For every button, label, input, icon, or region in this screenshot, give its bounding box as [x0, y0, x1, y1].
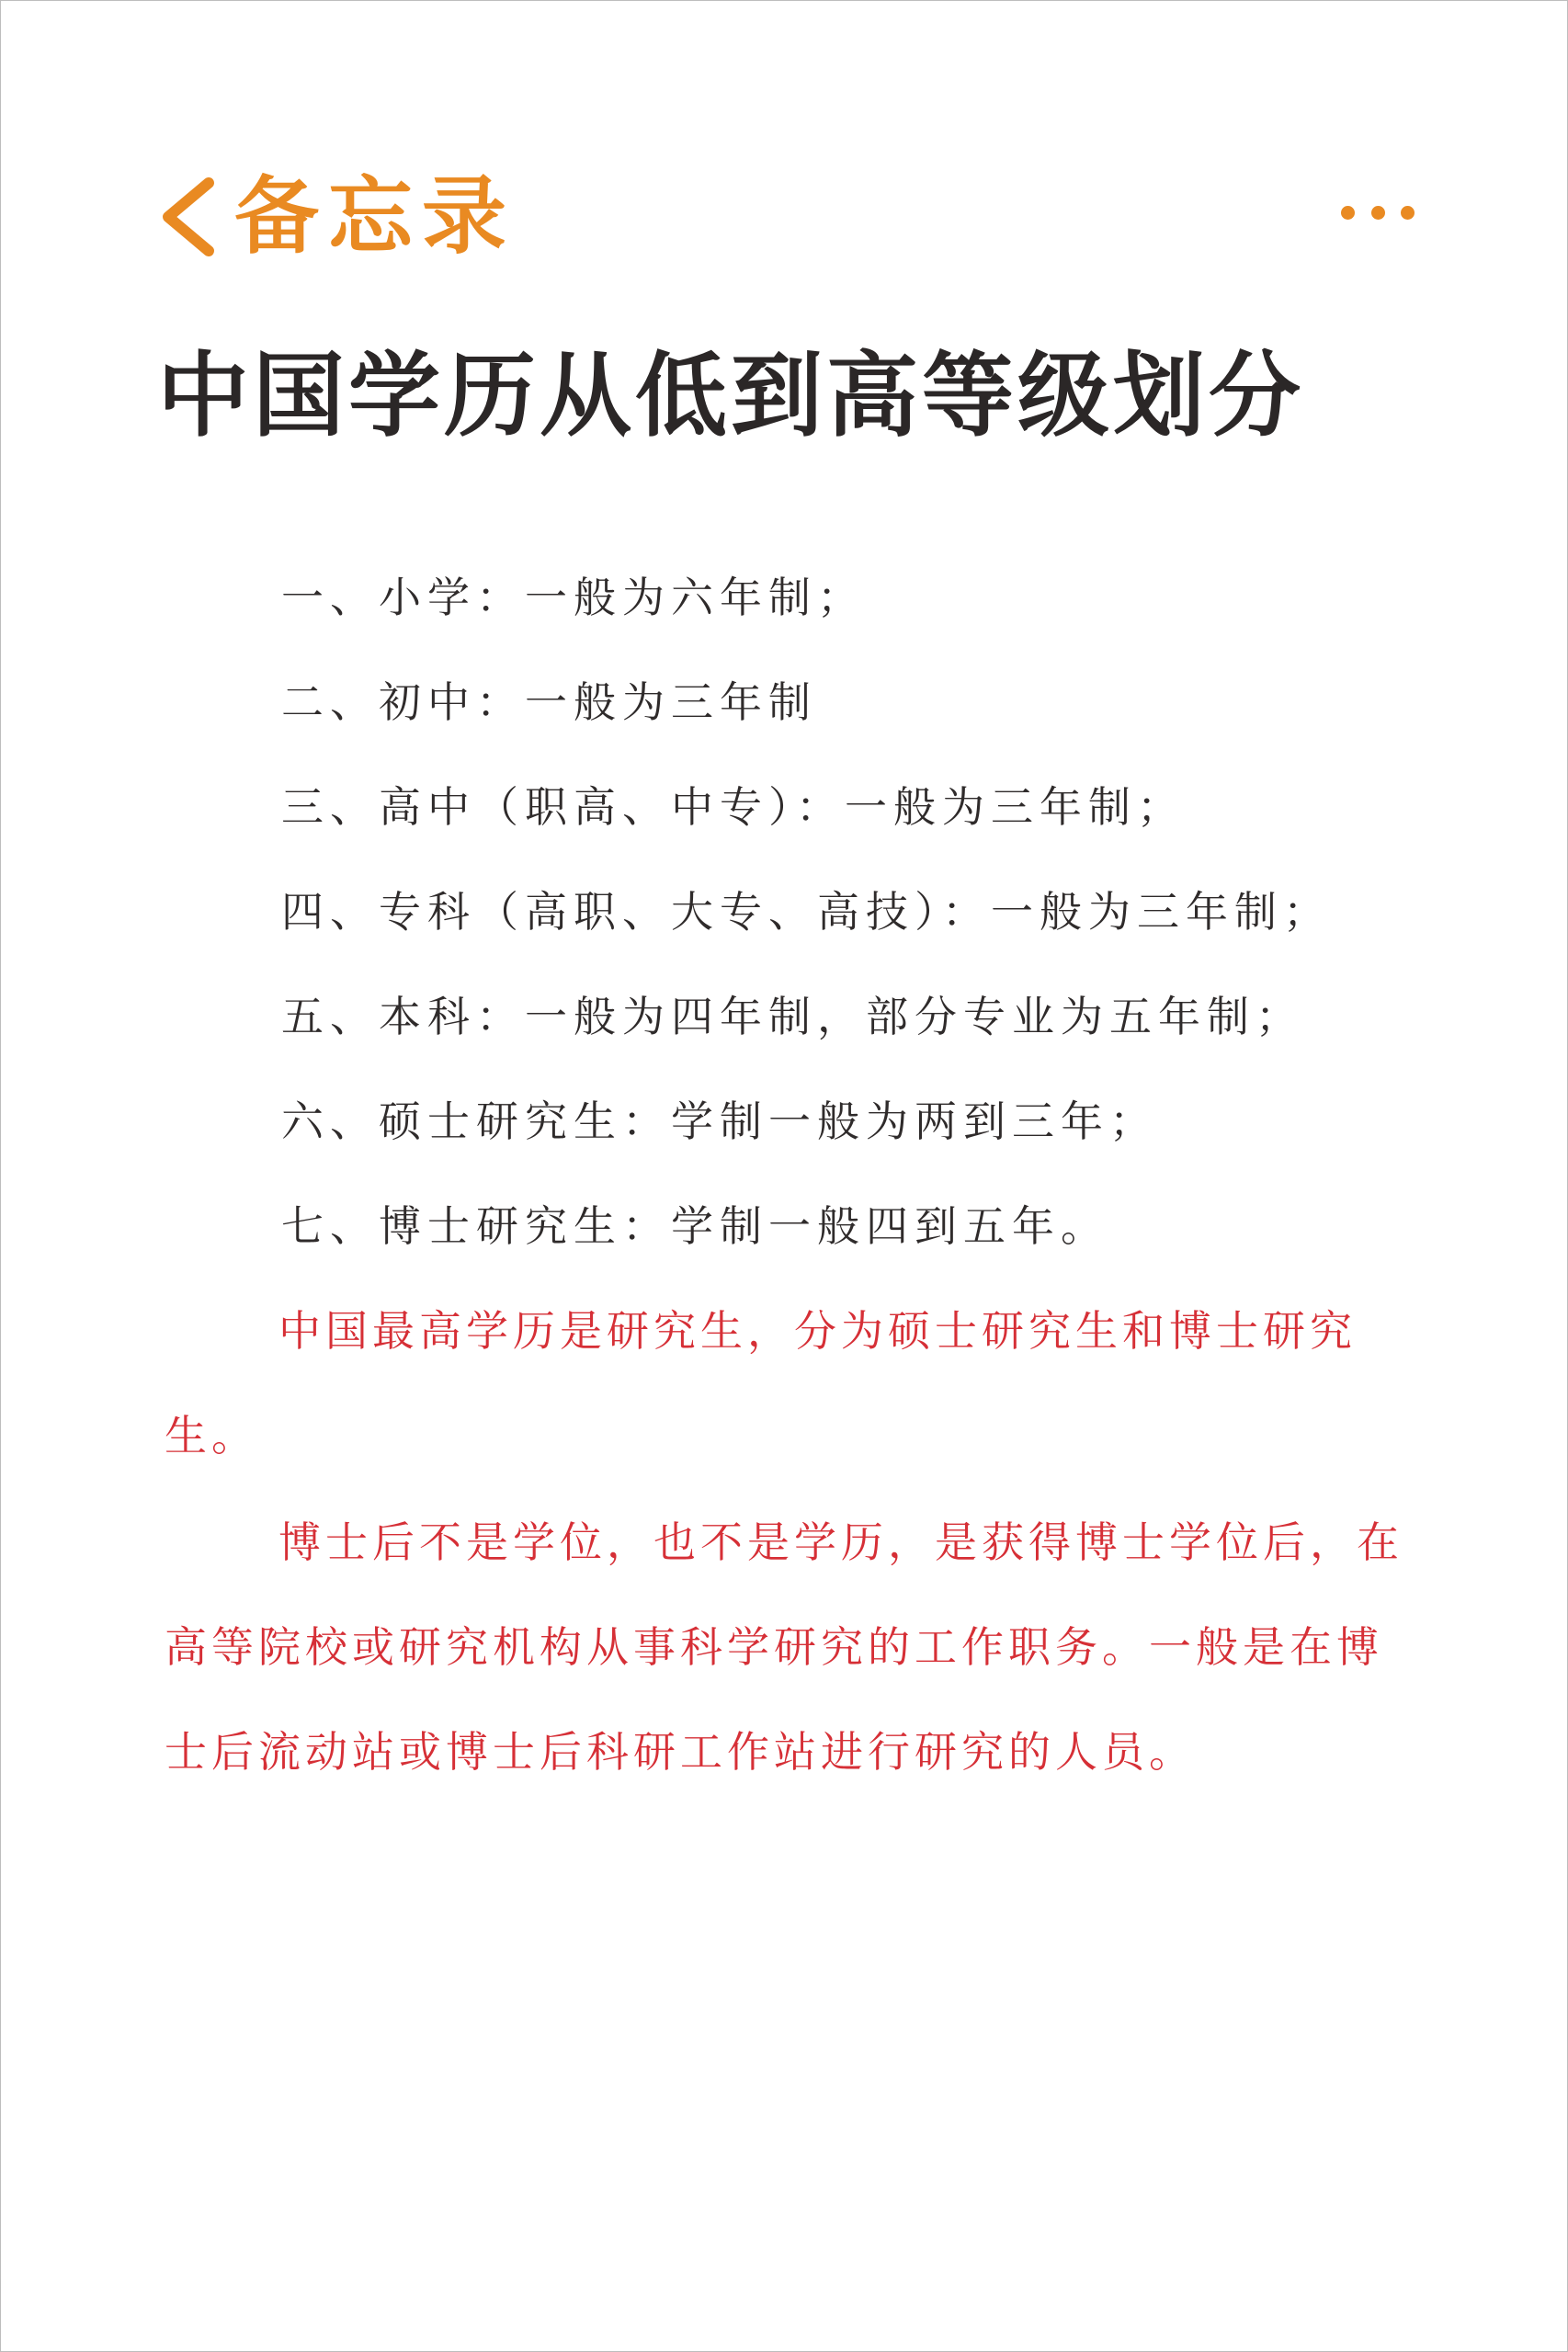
back-label: 备忘录: [234, 167, 517, 266]
education-level-item: 五、本科：一般为四年制，部分专业为五年制；: [281, 992, 1304, 1041]
education-level-item: 六、硕士研究生：学制一般为两到三年；: [281, 1096, 1158, 1146]
page-title: 中国学历从低到高等级划分: [157, 342, 1304, 449]
postdoc-note: 博士后不是学位，也不是学历，是获得博士学位后，在高等院校或研究机构从事科学研究的工作职务。一般是在博士后流动站或博士后科研工作站进行研究的人员。: [165, 1517, 1403, 1777]
education-level-item: 四、专科（高职、大专、高技）：一般为三年制；: [281, 887, 1332, 937]
more-dot: [1341, 206, 1355, 220]
education-level-item: 三、高中（职高、中专）：一般为三年制；: [281, 782, 1186, 832]
more-horizontal-icon[interactable]: [1341, 199, 1415, 226]
education-level-list: [281, 545, 1332, 1278]
education-level-item: 一、小学：一般为六年制；: [281, 573, 866, 622]
education-level-item: 七、博士研究生：学制一般四到五年。: [281, 1201, 1109, 1251]
chevron-left-icon: [157, 176, 231, 258]
more-dot: [1371, 206, 1385, 220]
more-dot: [1401, 206, 1415, 220]
highest-degree-note: 中国最高学历是研究生，分为硕士研究生和博士研究生。: [165, 1306, 1357, 1460]
education-level-item: 二、初中：一般为三年制: [281, 677, 817, 727]
back-button[interactable]: [157, 166, 516, 267]
